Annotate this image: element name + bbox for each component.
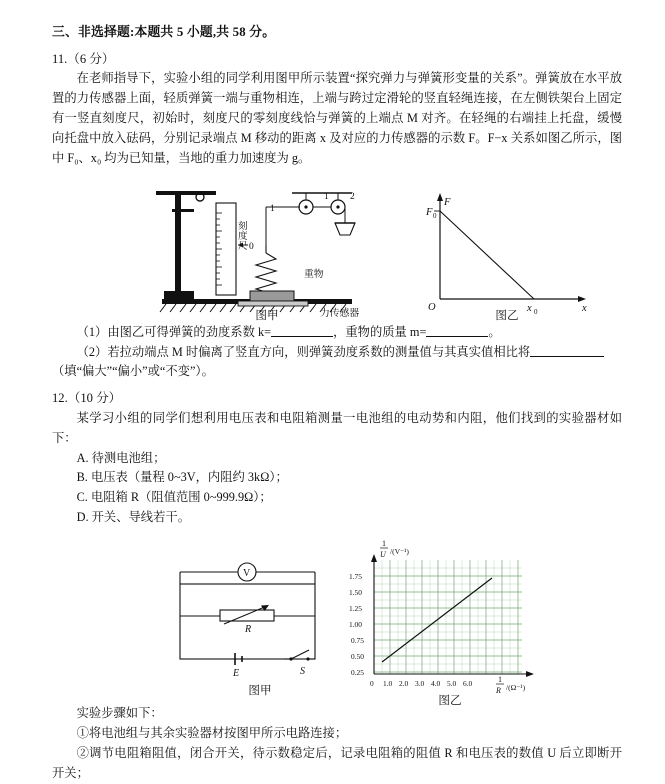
svg-text:F: F (426, 206, 433, 218)
question-12-steps-head: 实验步骤如下： (76, 706, 163, 721)
q11-sub1-pre: （1）由图乙可得弹簧的劲度系数 k= (76, 324, 272, 339)
svg-text:0: 0 (433, 211, 437, 220)
q11-blank-compare (530, 345, 604, 358)
svg-text:5.0: 5.0 (447, 679, 457, 689)
svg-text:重物: 重物 (304, 268, 324, 280)
svg-text:1: 1 (270, 203, 275, 214)
question-11-sub2 (52, 343, 622, 363)
svg-text:U: U (380, 550, 386, 560)
svg-text:力传感器: 力传感器 (320, 307, 360, 319)
figure-11-jia-caption: 图甲 (255, 308, 279, 322)
svg-text:/(V⁻¹): /(V⁻¹) (390, 547, 409, 557)
q11-sub2-text: （2）若拉动端点 M 时偏离了竖直方向，则弹簧劲度系数的测量值与其真实值相比将 (76, 344, 531, 359)
q11-blank-k (271, 325, 333, 338)
question-12-item-a: A. 待测电池组； (76, 450, 166, 465)
svg-text:1: 1 (382, 539, 386, 549)
svg-text:V: V (243, 568, 251, 580)
question-11-stem: 在老师指导下，实验小组的同学利用图甲所示装置“探究弹力与弹簧形变量的关系”。弹簧放在水平放置的力传感器上面，轻质弹簧一端与重物相连，上端与跨过定滑轮的竖直轻绳连接，在左侧铁架台上固定有一竖直刻度尺，初始时，刻度尺的零刻度线恰与弹簧的上端点 M 对齐。在轻绳的右端挂上托盘，缓慢向托盘中放入砝码，分别记录端点 M 移动的距离 x 及对应的力传感器的示数 F。F−x 关系如图乙所示，图中 F₀、x₀ 均为已知量，当地的重力加速度为 g。 (52, 71, 622, 165)
figure-12-group (52, 532, 622, 708)
question-12-item-b: B. 电压表（量程 0~3V，内阻约 3kΩ）； (76, 470, 288, 485)
question-12-step-1: ①将电池组与其余实验器材按图甲所示电路连接； (76, 726, 348, 741)
svg-text:R: R (496, 686, 501, 696)
svg-text:尺: 尺 (238, 240, 248, 252)
question-12-number: 12.（10 分） (52, 391, 122, 406)
svg-text:刻: 刻 (238, 220, 248, 232)
svg-text:E: E (233, 668, 240, 680)
svg-text:1.25: 1.25 (349, 604, 362, 614)
svg-text:/(Ω⁻¹): /(Ω⁻¹) (506, 683, 526, 693)
svg-text:0: 0 (534, 307, 538, 316)
question-12-item-c: C. 电阻箱 R（阻值范围 0~999.9Ω）； (76, 490, 272, 505)
svg-text:R: R (245, 624, 252, 636)
question-12-item-d: D. 开关、导线若干。 (76, 510, 190, 525)
svg-text:1: 1 (498, 675, 502, 685)
svg-text:4.0: 4.0 (431, 679, 441, 689)
page-content (52, 22, 622, 784)
svg-text:度: 度 (238, 230, 248, 242)
section-heading: 三、非选择题:本题共 5 小题,共 58 分。 (52, 25, 276, 39)
svg-text:0.50: 0.50 (351, 652, 364, 662)
svg-text:3.0: 3.0 (415, 679, 425, 689)
svg-text:1: 1 (324, 191, 329, 202)
q11-blank-m (426, 325, 488, 338)
svg-text:S: S (300, 666, 305, 678)
question-11-sub2-tail: （填“偏大”“偏小”或“不变”）。 (52, 364, 214, 379)
figure-11-svg (52, 173, 622, 321)
svg-text:1.75: 1.75 (349, 572, 362, 582)
svg-text:0.75: 0.75 (351, 636, 364, 646)
question-12-stem: 某学习小组的同学们想利用电压表和电阻箱测量一电池组的电动势和内阻，他们找到的实验器材如下： (52, 410, 622, 445)
question-12-step-2: ②调节电阻箱阻值，闭合开关，待示数稳定后，记录电阻箱的阻值 R 和电压表的数值 U 后立即断开开关； (52, 746, 622, 780)
q11-sub1-mid: ，重物的质量 m= (333, 324, 427, 339)
question-11-number: 11.（6 分） (52, 51, 115, 66)
figure-12-yi-caption: 图乙 (438, 694, 462, 708)
svg-text:O: O (428, 301, 436, 313)
figure-11-group (52, 173, 622, 321)
svg-text:1.00: 1.00 (349, 620, 362, 630)
figure-12-svg (52, 532, 622, 702)
svg-text:x: x (527, 302, 532, 314)
svg-text:1.50: 1.50 (349, 588, 362, 598)
svg-text:2.0: 2.0 (399, 679, 409, 689)
svg-text:x: x (582, 302, 587, 314)
svg-text:0: 0 (249, 241, 254, 252)
figure-11-yi-caption: 图乙 (495, 308, 519, 322)
svg-text:F: F (444, 196, 451, 208)
svg-text:2: 2 (350, 191, 355, 202)
svg-text:1.0: 1.0 (383, 679, 393, 689)
svg-text:0.25: 0.25 (351, 668, 364, 678)
figure-12-jia-caption: 图甲 (248, 684, 272, 698)
q11-sub1-end: 。 (488, 324, 501, 339)
svg-text:6.0: 6.0 (463, 679, 473, 689)
question-11-sub1 (52, 323, 622, 343)
svg-text:0: 0 (370, 679, 374, 689)
